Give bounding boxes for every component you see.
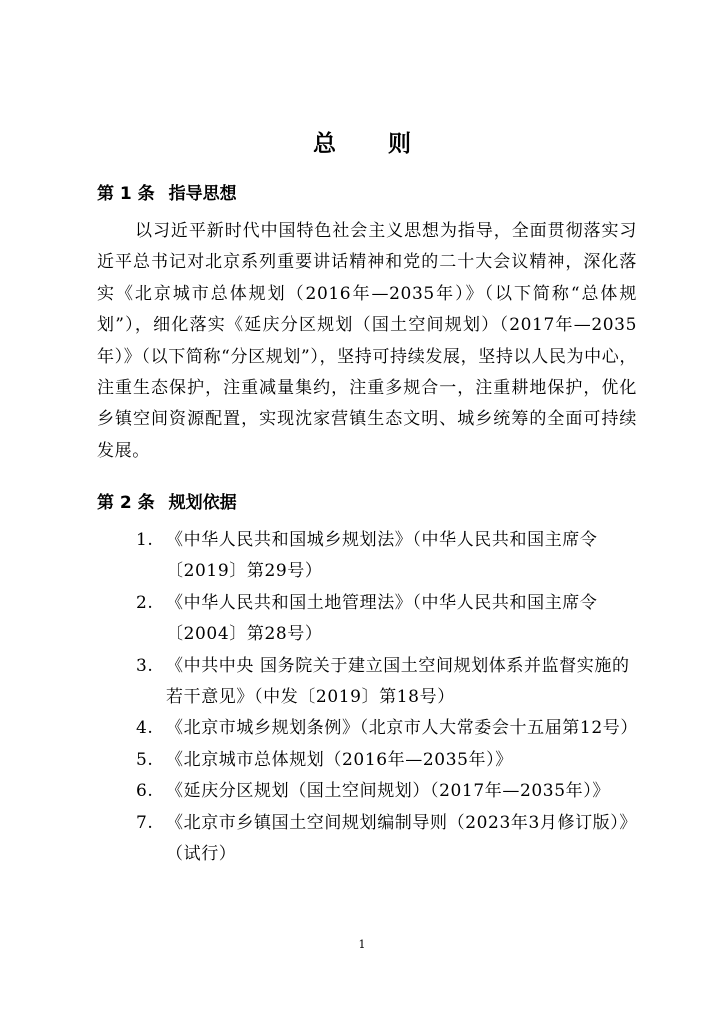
page-number: 1 <box>358 938 366 951</box>
list-item-text: 《北京市城乡规划条例》（北京市人大常委会十五届第12号） <box>166 718 638 739</box>
planning-basis-list <box>97 525 642 870</box>
list-item-number: 2. <box>136 592 154 613</box>
list-item <box>97 588 642 651</box>
list-item <box>97 745 642 776</box>
page-title: 总 则 <box>312 131 433 157</box>
list-item-number: 5. <box>136 749 154 770</box>
article-1-title: 指导思想 <box>168 184 237 204</box>
list-item-text: 《北京市乡镇国土空间规划编制导则（2023年3月修订版）》（试行） <box>166 812 637 865</box>
list-item <box>97 808 642 871</box>
list-item-text: 《中华人民共和国土地管理法》（中华人民共和国主席令〔2004〕第28号） <box>166 592 598 645</box>
list-item-text: 《中共中央 国务院关于建立国土空间规划体系并监督实施的若干意见》（中发〔2019〕第18号） <box>166 655 630 708</box>
list-item-text: 《延庆分区规划（国土空间规划）（2017年—2035年）》 <box>166 781 610 802</box>
list-item-number: 6. <box>136 781 154 802</box>
list-item <box>97 713 642 744</box>
article-2-title: 规划依据 <box>168 493 237 513</box>
list-item-number: 1. <box>136 530 154 550</box>
list-item-number: 4. <box>136 718 154 739</box>
list-item-number: 7. <box>136 812 154 833</box>
article-2-heading <box>97 490 237 516</box>
list-item-number: 3. <box>136 655 154 676</box>
list-item-text: 《北京城市总体规划（2016年—2035年）》 <box>166 749 513 770</box>
article-1-paragraph: 以习近平新时代中国特色社会主义思想为指导，全面贯彻落实习近平总书记对北京系列重要讲话精神和党的二十大会议精神，深化落实《北京城市总体规划（2016年—2035年）》（以下简称“总体规划”），细化落实《延庆分区规划（国土空间规划）（2017年—2035年）》（以下简称“分区规划”），坚持可持续发展，坚持以人民为中心，注重生态保护，注重减量集约，注重多规合一，注重耕地保护，优化乡镇空间资源配置，实现沈家营镇生态文明、城乡统筹的全面可持续发展。 <box>97 221 637 461</box>
article-1-heading <box>97 181 237 207</box>
list-item <box>97 525 642 588</box>
list-item <box>97 651 642 714</box>
list-item-text: 《中华人民共和国城乡规划法》（中华人民共和国主席令〔2019〕第29号） <box>166 530 598 582</box>
article-2-label: 第 2 条 <box>97 493 155 513</box>
article-1-label: 第 1 条 <box>97 184 155 204</box>
list-item <box>97 776 642 807</box>
